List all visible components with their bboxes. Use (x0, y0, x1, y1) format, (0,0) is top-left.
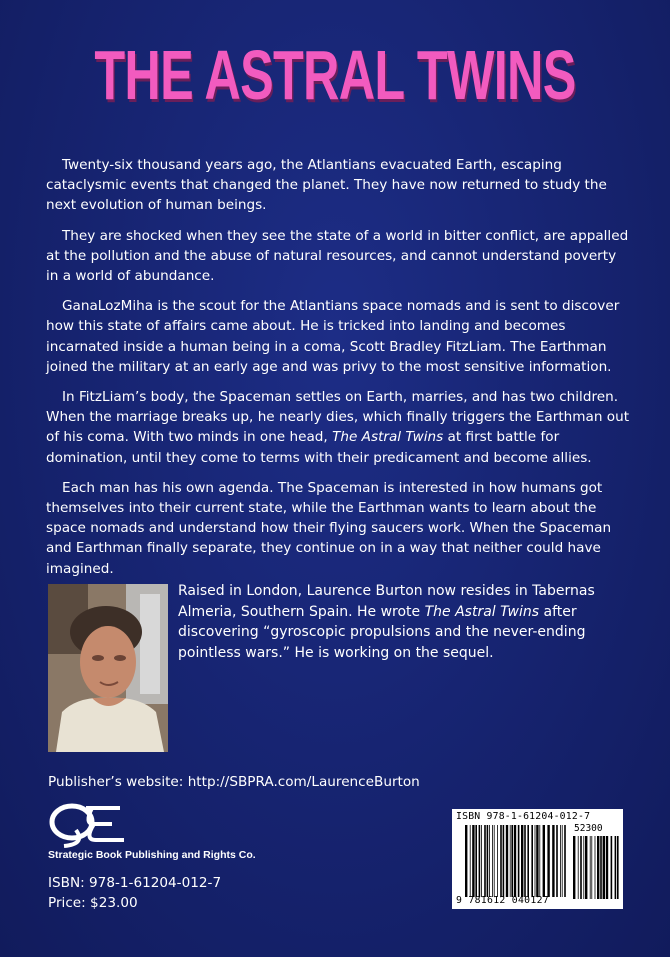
barcode-bar (500, 825, 502, 897)
blurb-paragraph: Twenty-six thousand years ago, the Atlantians evacuated Earth, escaping cataclysmic events that changed the planet. They have now returned to study the next evolution of human beings. (46, 157, 607, 214)
barcode-bar (590, 836, 591, 899)
barcode-bar (487, 825, 489, 897)
barcode-bar (518, 825, 520, 897)
book-blurb (46, 155, 631, 589)
barcode-bar (524, 825, 526, 897)
barcode-bars (465, 825, 567, 897)
blurb-paragraph: They are shocked when they see the state of a world in bitter conflict, are appalled at the pollution and the abuse of natural resources, and cannot understand poverty in a world of abundance. (46, 227, 629, 285)
barcode-bar (597, 836, 599, 899)
barcode-bar (497, 825, 498, 897)
bio-book-title: The Astral Twins (424, 603, 540, 620)
barcode-bar (494, 825, 495, 897)
isbn-text: ISBN: 978-1-61204-012-7 (48, 875, 222, 891)
barcode-bar (543, 825, 545, 897)
barcode-bar (617, 836, 619, 899)
author-bio-text (178, 581, 633, 663)
barcode-bar (556, 825, 558, 897)
barcode-bar (578, 836, 579, 899)
barcode-bar (535, 825, 536, 897)
barcode-bar (560, 825, 561, 897)
bio-text: Raised in London, Laurence Burton now resides in Tabernas Almeria, Southern Spain. He wrote (178, 583, 595, 620)
barcode-bar (564, 825, 566, 897)
barcode-bar (606, 836, 608, 899)
author-bio (178, 581, 633, 663)
isbn-barcode (452, 809, 623, 909)
barcode-bar (615, 836, 617, 899)
barcode-price-code: 52300 (574, 823, 603, 834)
bio-text: after discovering “gyroscopic propulsions and the never-ending pointless wars.” He is working on the sequel. (178, 603, 586, 661)
blurb-text: In FitzLiam’s body, the Spaceman settles on Earth, marries, and has two children. When the marriage breaks up, he nearly dies, which finally triggers the Earthman out of his coma. With two minds in one head, (46, 389, 630, 446)
barcode-bar (552, 825, 554, 897)
barcode-bar (492, 825, 493, 897)
barcode-bar (511, 825, 513, 897)
barcode-isbn-label: ISBN 978-1-61204-012-7 (456, 811, 591, 822)
publisher-logo (46, 800, 136, 848)
barcode-bar (562, 825, 563, 897)
barcode-bar (506, 825, 508, 897)
barcode-bar (484, 825, 486, 897)
barcode-bar (479, 825, 481, 897)
barcode-bar (475, 825, 477, 897)
barcode-bar (489, 825, 490, 897)
barcode-bar (585, 836, 587, 899)
barcode-bar (510, 825, 511, 897)
barcode-bar (547, 825, 549, 897)
barcode-bar (521, 825, 523, 897)
barcode-bar (611, 836, 613, 899)
barcode-bar (481, 825, 482, 897)
barcode-bar (595, 836, 596, 899)
blurb-text: at first battle for domination, until they come to terms with their predicament and become allies. (46, 429, 592, 466)
barcode-bar (527, 825, 529, 897)
publisher-name: Strategic Book Publishing and Rights Co. (48, 849, 256, 861)
barcode-bar (580, 836, 582, 899)
blurb-paragraph: Each man has his own agenda. The Spaceman is interested in how humans got themselves into their current state, while the Earthman wants to learn about the space nomads and understand how their flying saucers work. When the Spaceman and Earthman finally separate, they continue on in a way that neither could have imagined. (46, 479, 612, 577)
barcode-bar (503, 825, 505, 897)
barcode-bar (591, 836, 592, 899)
barcode-bar (536, 825, 538, 897)
price-text: Price: $23.00 (48, 895, 138, 911)
barcode-bar (573, 836, 575, 899)
barcode-bar (465, 825, 467, 897)
publisher-website: Publisher’s website: http://SBPRA.com/LaurenceBurton (48, 774, 420, 790)
barcode-bar (603, 836, 605, 899)
barcode-bar (472, 825, 474, 897)
book-title: THE ASTRAL TWINS (94, 36, 576, 114)
barcode-bar (539, 825, 540, 897)
author-photo (48, 584, 168, 752)
blurb-book-title: The Astral Twins (332, 429, 444, 446)
blurb-paragraph: GanaLozMiha is the scout for the Atlantians space nomads and is sent to discover how this state of affairs came about. He is tricked into landing and becomes incarnated inside a human being in a coma, Scott Bradley FitzLiam. The Earthman joined the military at an early age and was privy to the most sensitive information. (46, 298, 620, 375)
barcode-addon-bars (573, 836, 619, 899)
blurb-paragraph (46, 387, 631, 468)
barcode-digits: 9 781612 040127 (456, 895, 549, 906)
barcode-bar (600, 836, 602, 899)
barcode-bar (531, 825, 533, 897)
barcode-bar (514, 825, 516, 897)
barcode-bar (470, 825, 471, 897)
barcode-bar (583, 836, 584, 899)
